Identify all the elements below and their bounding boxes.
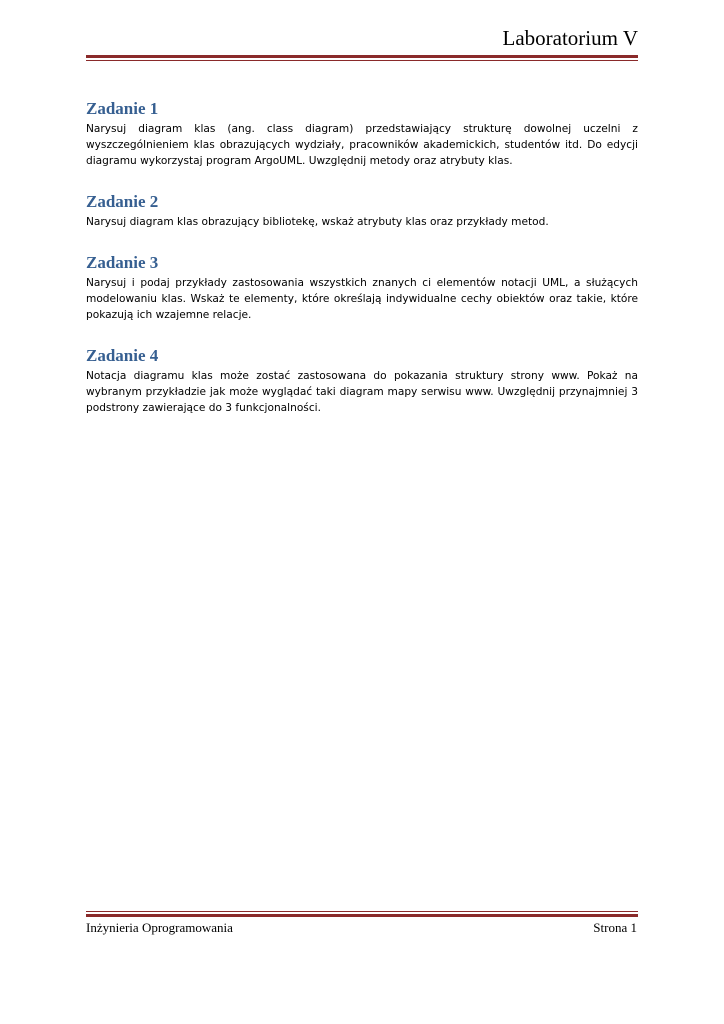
task-section-1 bbox=[86, 98, 638, 169]
footer-page-number: Strona 1 bbox=[593, 920, 637, 935]
task-heading-3: Zadanie 3 bbox=[86, 253, 159, 272]
task-heading-1: Zadanie 1 bbox=[86, 99, 159, 118]
main-content bbox=[86, 98, 638, 438]
task-heading-4: Zadanie 4 bbox=[86, 346, 159, 365]
task-body-1: Narysuj diagram klas (ang. class diagram) przedstawiający strukturę dowolnej uczelni z wyszczególnieniem klas obrazujących wydziały, pracowników akademickich, studentów itd. Do edycji diagramu wykorzystaj program ArgoUML. Uwzględnij metody oraz atrybuty klas. bbox=[86, 123, 638, 167]
footer-course-name: Inżynieria Oprogramowania bbox=[86, 920, 233, 935]
task-section-2 bbox=[86, 191, 638, 230]
footer-rule-thin bbox=[86, 911, 638, 912]
task-heading-2: Zadanie 2 bbox=[86, 192, 159, 211]
task-section-3 bbox=[86, 252, 638, 323]
task-body-4: Notacja diagramu klas może zostać zastosowana do pokazania struktury strony www. Pokaż na wybranym przykładzie jak może wyglądać taki diagram mapy serwisu www. Uwzględnij przynajmniej 3 podstrony zawierające do 3 funkcjonalności. bbox=[86, 370, 638, 414]
header-rule-thin bbox=[86, 60, 638, 61]
task-body-2: Narysuj diagram klas obrazujący bibliotekę, wskaż atrybuty klas oraz przykłady metod. bbox=[86, 216, 549, 228]
footer-rule-thick bbox=[86, 914, 638, 917]
header-title: Laboratorium V bbox=[502, 26, 638, 50]
header-rule-thick bbox=[86, 55, 638, 58]
task-section-4 bbox=[86, 345, 638, 416]
task-body-3: Narysuj i podaj przykłady zastosowania wszystkich znanych ci elementów notacji UML, a służących modelowaniu klas. Wskaż te elementy, które określają indywidualne cechy obiektów oraz takie, które pokazują ich wzajemne relacje. bbox=[86, 277, 638, 321]
